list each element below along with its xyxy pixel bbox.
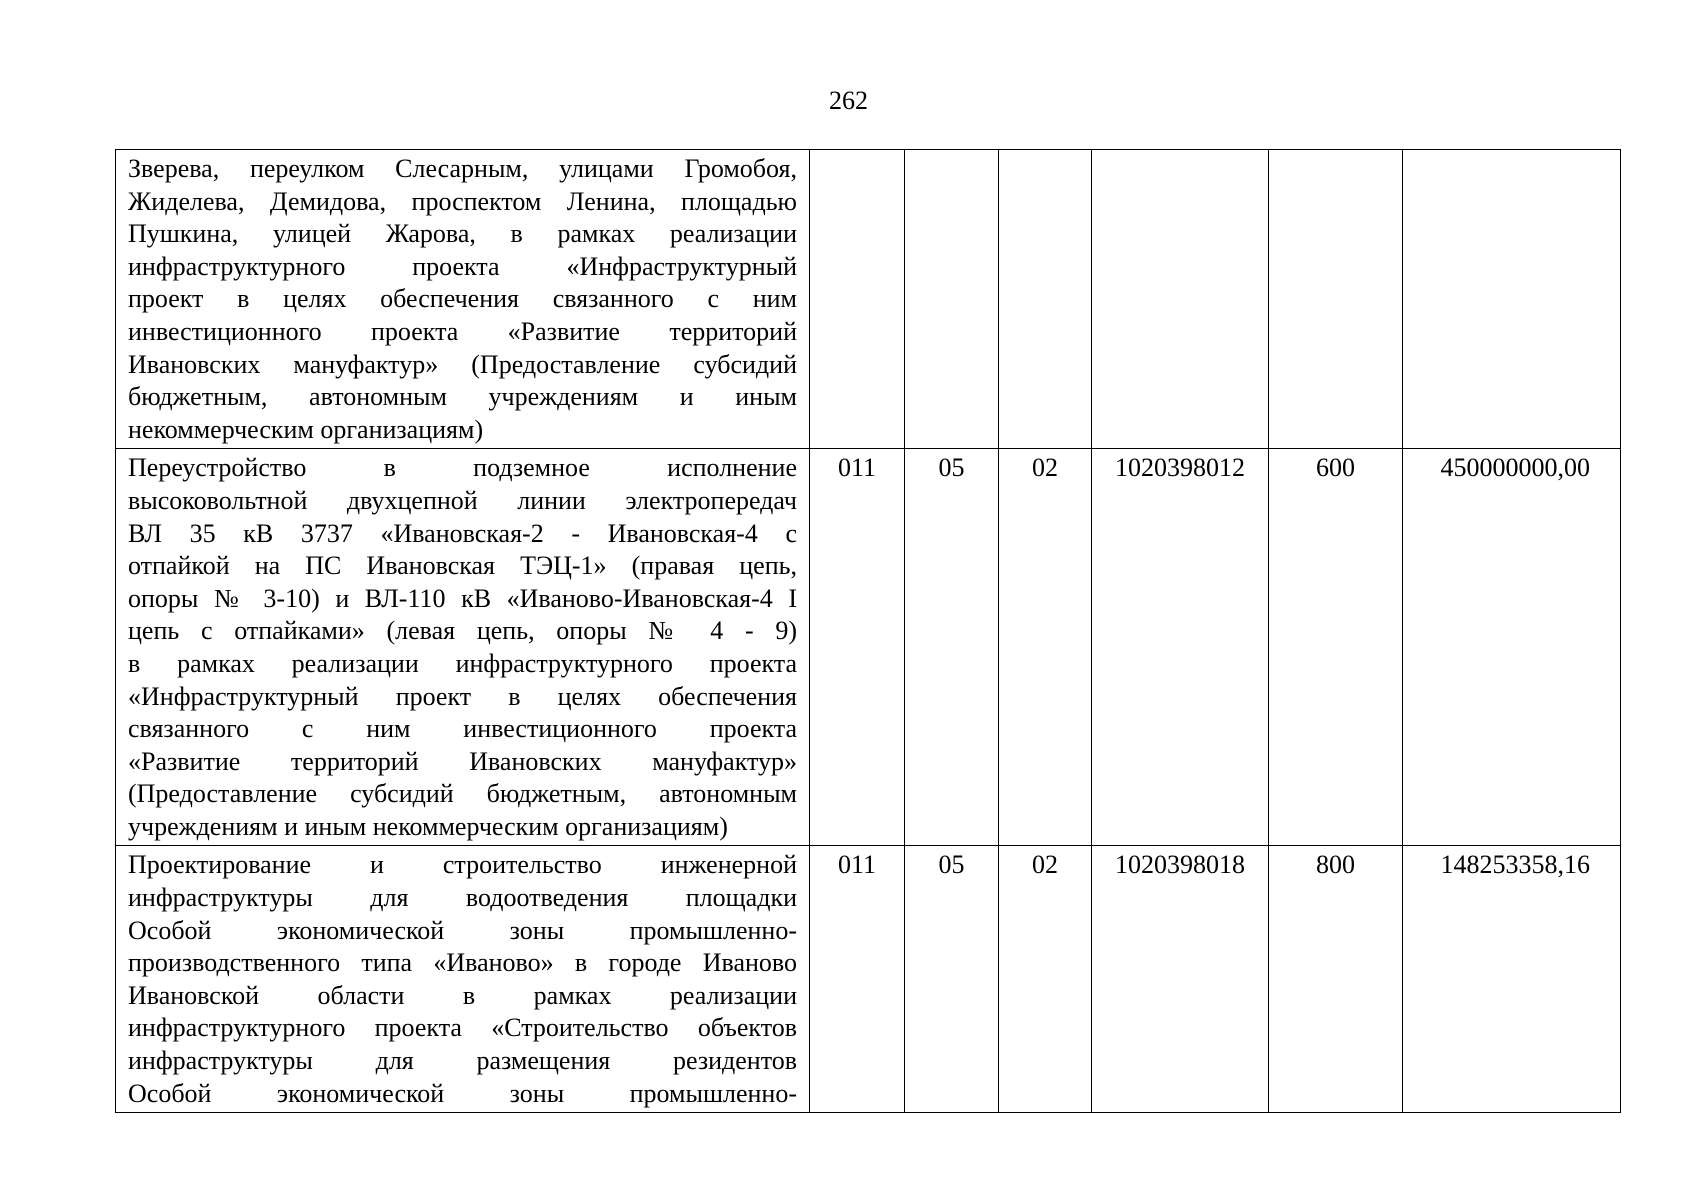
- ministry-code-cell: [810, 150, 905, 449]
- amount-cell: [1403, 150, 1621, 449]
- description-line: Особой экономической зоны промышленно-: [128, 1078, 797, 1108]
- page-number: 262: [829, 86, 868, 115]
- table-row: [116, 846, 1621, 1113]
- description-line: некоммерческим организациям): [128, 414, 484, 444]
- description-line: Зверева, переулком Слесарным, улицами Громобоя,: [128, 154, 797, 183]
- description-line: инвестиционного проекта «Развитие территорий: [128, 316, 797, 346]
- description-cell: [116, 150, 810, 449]
- description-line: «Развитие территорий Ивановских мануфактур»: [128, 746, 797, 776]
- subsection-code-cell: 02: [999, 846, 1092, 1113]
- description-line: Пушкина, улицей Жарова, в рамках реализации: [128, 219, 797, 249]
- section-code-cell: [905, 150, 999, 449]
- expense-type-cell: 800: [1269, 846, 1403, 1113]
- description-cell: [116, 449, 810, 846]
- subsection-code-cell: [999, 150, 1092, 449]
- description-line: Ивановской области в рамках реализации: [128, 980, 797, 1010]
- subsection-code-cell: 02: [999, 449, 1092, 846]
- expense-type-cell: [1269, 150, 1403, 449]
- description-line: инфраструктурного проекта «Инфраструктурный: [128, 251, 797, 281]
- table-row: [116, 449, 1621, 846]
- description-line: Жиделева, Демидова, проспектом Ленина, площадью: [128, 186, 797, 216]
- amount-cell: 450000000,00: [1403, 449, 1621, 846]
- section-code-cell: 05: [905, 846, 999, 1113]
- amount-cell: 148253358,16: [1403, 846, 1621, 1113]
- target-article-cell: 1020398018: [1092, 846, 1269, 1113]
- description-line: связанного с ним инвестиционного проекта: [128, 714, 797, 744]
- description-line: в рамках реализации инфраструктурного проекта: [128, 648, 797, 678]
- description-line: Переустройство в подземное исполнение: [128, 453, 797, 483]
- table-row: [116, 150, 1621, 449]
- budget-table: [115, 149, 1621, 1113]
- description-line: Особой экономической зоны промышленно-: [128, 915, 797, 945]
- target-article-cell: [1092, 150, 1269, 449]
- description-line: бюджетным, автономным учреждениям и иным: [128, 382, 797, 412]
- description-line: отпайкой на ПС Ивановская ТЭЦ-1» (правая цепь,: [128, 551, 797, 581]
- description-line: (Предоставление субсидий бюджетным, автономным: [128, 779, 797, 809]
- description-line: высоковольтной двухцепной линии электропередач: [128, 485, 797, 515]
- description-line: производственного типа «Иваново» в городе Иваново: [128, 948, 797, 978]
- description-cell: [116, 846, 810, 1113]
- description-line: проект в целях обеспечения связанного с ним: [128, 284, 797, 314]
- ministry-code-cell: 011: [810, 449, 905, 846]
- description-line: учреждениям и иным некоммерческим организациям): [128, 811, 728, 841]
- description-line: инфраструктурного проекта «Строительство объектов: [128, 1013, 797, 1043]
- description-line: Ивановских мануфактур» (Предоставление субсидий: [128, 349, 797, 379]
- section-code-cell: 05: [905, 449, 999, 846]
- target-article-cell: 1020398012: [1092, 449, 1269, 846]
- description-line: опоры № 3-10) и ВЛ-110 кВ «Иваново-Ивановская-4 I: [128, 583, 797, 613]
- ministry-code-cell: 011: [810, 846, 905, 1113]
- description-line: цепь с отпайками» (левая цепь, опоры № 4 - 9): [128, 616, 797, 646]
- description-line: «Инфраструктурный проект в целях обеспечения: [128, 681, 797, 711]
- expense-type-cell: 600: [1269, 449, 1403, 846]
- description-line: инфраструктуры для водоотведения площадки: [128, 883, 797, 913]
- description-line: инфраструктуры для размещения резидентов: [128, 1046, 797, 1076]
- description-line: Проектирование и строительство инженерной: [128, 850, 797, 880]
- description-line: ВЛ 35 кВ 3737 «Ивановская-2 - Ивановская-4 с: [128, 518, 797, 548]
